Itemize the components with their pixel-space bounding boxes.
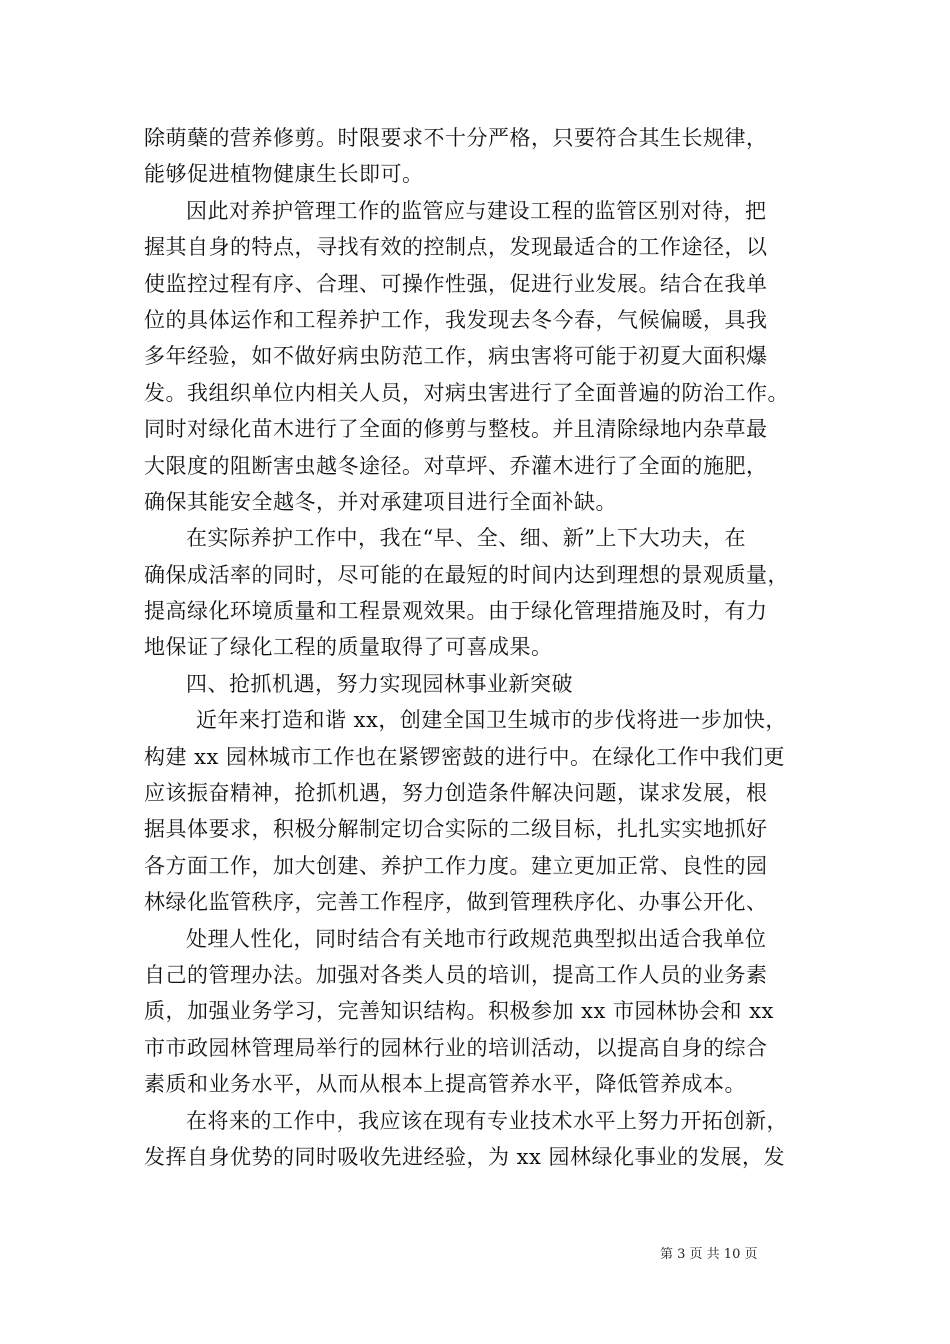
text-line: 质，加强业务学习，完善知识结构。积极参加 xx 市园林协会和 xx — [144, 999, 774, 1024]
text-line: 自己的管理办法。加强对各类人员的培训，提高工作人员的业务素 — [144, 962, 768, 987]
text-line: 林绿化监管秩序，完善工作程序，做到管理秩序化、办事公开化、 — [144, 890, 768, 915]
text-line: 使监控过程有序、合理、可操作性强，促进行业发展。结合在我单 — [144, 271, 768, 296]
text-line: 提高绿化环境质量和工程景观效果。由于绿化管理措施及时，有力 — [144, 599, 768, 624]
text-line: 构建 xx 园林城市工作也在紧锣密鼓的进行中。在绿化工作中我们更 — [144, 744, 786, 769]
text-line: 素质和业务水平，从而从根本上提高管养水平，降低管养成本。 — [144, 1072, 746, 1097]
text-line: 多年经验，如不做好病虫防范工作，病虫害将可能于初夏大面积爆 — [144, 344, 768, 369]
page-number: 第 3 页 共 10 页 — [660, 1247, 758, 1262]
text-line: 处理人性化，同时结合有关地市行政规范典型拟出适合我单位 — [186, 926, 767, 951]
text-line: 大限度的阻断害虫越冬途径。对草坪、乔灌木进行了全面的施肥， — [144, 453, 768, 478]
text-line: 近年来打造和谐 xx，创建全国卫生城市的步伐将进一步加快， — [196, 708, 787, 733]
text-line: 因此对养护管理工作的监管应与建设工程的监管区别对待，把 — [186, 198, 767, 223]
text-line: 地保证了绿化工程的质量取得了可喜成果。 — [144, 635, 553, 660]
text-line: 应该振奋精神，抢抓机遇，努力创造条件解决问题，谋求发展，根 — [144, 781, 768, 806]
text-line: 除萌蘖的营养修剪。时限要求不十分严格，只要符合其生长规律， — [144, 126, 768, 150]
text-line: 据具体要求，积极分解制定切合实际的二级目标，扎扎实实地抓好 — [144, 817, 768, 842]
document-body — [144, 120, 816, 1175]
text-line: 发挥自身优势的同时吸收先进经验，为 xx 园林绿化事业的发展，发 — [144, 1144, 786, 1169]
text-line: 发。我组织单位内相关人员，对病虫害进行了全面普遍的防治工作。 — [144, 380, 789, 405]
section-heading: 四、抢抓机遇，努力实现园林事业新突破 — [186, 671, 573, 696]
text-line: 确保成活率的同时，尽可能的在最短的时间内达到理想的景观质量， — [144, 562, 789, 587]
text-line: 同时对绿化苗木进行了全面的修剪与整枝。并且清除绿地内杂草最 — [144, 417, 768, 442]
text-line: 在实际养护工作中，我在“早、全、细、新”上下大功夫，在 — [186, 526, 746, 551]
text-line: 各方面工作，加大创建、养护工作力度。建立更加正常、良性的园 — [144, 853, 768, 878]
text-line: 市市政园林管理局举行的园林行业的培训活动，以提高自身的综合 — [144, 1035, 768, 1060]
text-line: 在将来的工作中，我应该在现有专业技术水平上努力开拓创新， — [186, 1108, 788, 1133]
text-line: 位的具体运作和工程养护工作，我发现去冬今春，气候偏暖，具我 — [144, 307, 768, 332]
text-line: 能够促进植物健康生长即可。 — [144, 162, 424, 187]
text-line: 握其自身的特点，寻找有效的控制点，发现最适合的工作途径，以 — [144, 235, 768, 260]
text-line: 确保其能安全越冬，并对承建项目进行全面补缺。 — [144, 489, 617, 514]
